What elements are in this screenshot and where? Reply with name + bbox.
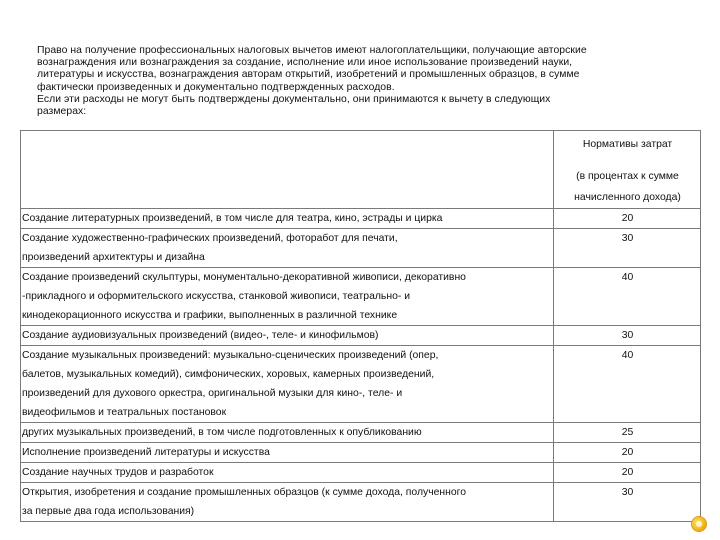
norm-subtitle-line: (в процентах к сумме xyxy=(576,171,679,182)
header-norm-cell xyxy=(554,131,701,209)
table-row xyxy=(21,423,701,443)
row-norm-value: 20 xyxy=(554,443,701,463)
row-description-line: Создание литературных произведений, в том числе для театра, кино, эстрады и цирка xyxy=(22,213,443,224)
row-description-line: Создание аудиовизуальных произведений (видео-, теле- и кинофильмов) xyxy=(22,330,379,341)
row-description-line: -прикладного и оформительского искусства, станковой живописи, театрально- и xyxy=(22,291,411,302)
intro-text xyxy=(37,45,687,118)
row-description xyxy=(21,423,554,443)
row-description-line: видеофильмов и театральных постановок xyxy=(22,407,227,418)
row-description-line: Создание музыкальных произведений: музыкально-сценических произведений (опер, xyxy=(22,350,439,361)
row-description xyxy=(21,483,554,522)
intro-line: литературы и искусства, вознаграждения авторам открытий, изобретений и промышленных образцов, в сумме xyxy=(37,69,580,81)
header-empty-cell xyxy=(21,131,554,209)
sun-nav-icon-center xyxy=(696,521,702,527)
table-header-row xyxy=(21,131,701,209)
intro-line: фактически произведенных и документально подтвержденных расходов. xyxy=(37,81,395,93)
intro-line: Если эти расходы не могут быть подтверждены документально, они принимаются к вычету в следующих xyxy=(37,93,551,105)
deduction-table xyxy=(20,130,701,522)
row-description xyxy=(21,209,554,229)
sun-nav-icon[interactable] xyxy=(692,517,706,531)
intro-line: Право на получение профессиональных налоговых вычетов имеют налогоплательщики, получающие авторские xyxy=(37,45,587,56)
row-description-line: балетов, музыкальных комедий), симфонических, хоровых, камерных произведений, xyxy=(22,369,435,380)
row-description-line: за первые два года использования) xyxy=(22,506,195,517)
row-norm-value: 30 xyxy=(554,229,701,268)
table-row xyxy=(21,229,701,268)
norm-subtitle-line: начисленного дохода) xyxy=(574,192,681,203)
table-row xyxy=(21,483,701,522)
table-row xyxy=(21,463,701,483)
row-norm-value: 25 xyxy=(554,423,701,443)
row-description-line: Создание научных трудов и разработок xyxy=(22,467,214,478)
table-body xyxy=(21,209,701,522)
norm-title: Нормативы затрат xyxy=(582,139,673,150)
row-norm-value: 40 xyxy=(554,346,701,423)
row-norm-value: 30 xyxy=(554,483,701,522)
row-description xyxy=(21,326,554,346)
table-row xyxy=(21,268,701,326)
row-description-line: других музыкальных произведений, в том числе подготовленных к опубликованию xyxy=(22,427,422,438)
row-description-line: Создание произведений скульптуры, монументально-декоративной живописи, декоративно xyxy=(22,272,466,283)
row-description-line: произведений для духового оркестра, оригинальной музыки для кино-, теле- и xyxy=(22,388,403,399)
table-row xyxy=(21,209,701,229)
row-description-line: Открытия, изобретения и создание промышленных образцов (к сумме дохода, полученного xyxy=(22,487,466,498)
row-description xyxy=(21,443,554,463)
row-description xyxy=(21,268,554,326)
row-description xyxy=(21,346,554,423)
table-row xyxy=(21,346,701,423)
intro-line: размерах: xyxy=(37,106,87,118)
norm-subtitle xyxy=(555,166,700,208)
row-description-line: Исполнение произведений литературы и искусства xyxy=(22,447,270,458)
row-norm-value: 20 xyxy=(554,463,701,483)
row-norm-value: 30 xyxy=(554,326,701,346)
table-row xyxy=(21,326,701,346)
row-description xyxy=(21,229,554,268)
row-description-line: кинодекорационного искусства и графики, выполненных в различной технике xyxy=(22,310,398,321)
table-row xyxy=(21,443,701,463)
row-description xyxy=(21,463,554,483)
row-description-line: Создание художественно-графических произведений, фоторабот для печати, xyxy=(22,233,398,244)
intro-line: вознаграждения или вознаграждения за создание, исполнение или иное использование произведений науки, xyxy=(37,57,573,69)
row-norm-value: 20 xyxy=(554,209,701,229)
row-norm-value: 40 xyxy=(554,268,701,326)
row-description-line: произведений архитектуры и дизайна xyxy=(22,252,205,263)
